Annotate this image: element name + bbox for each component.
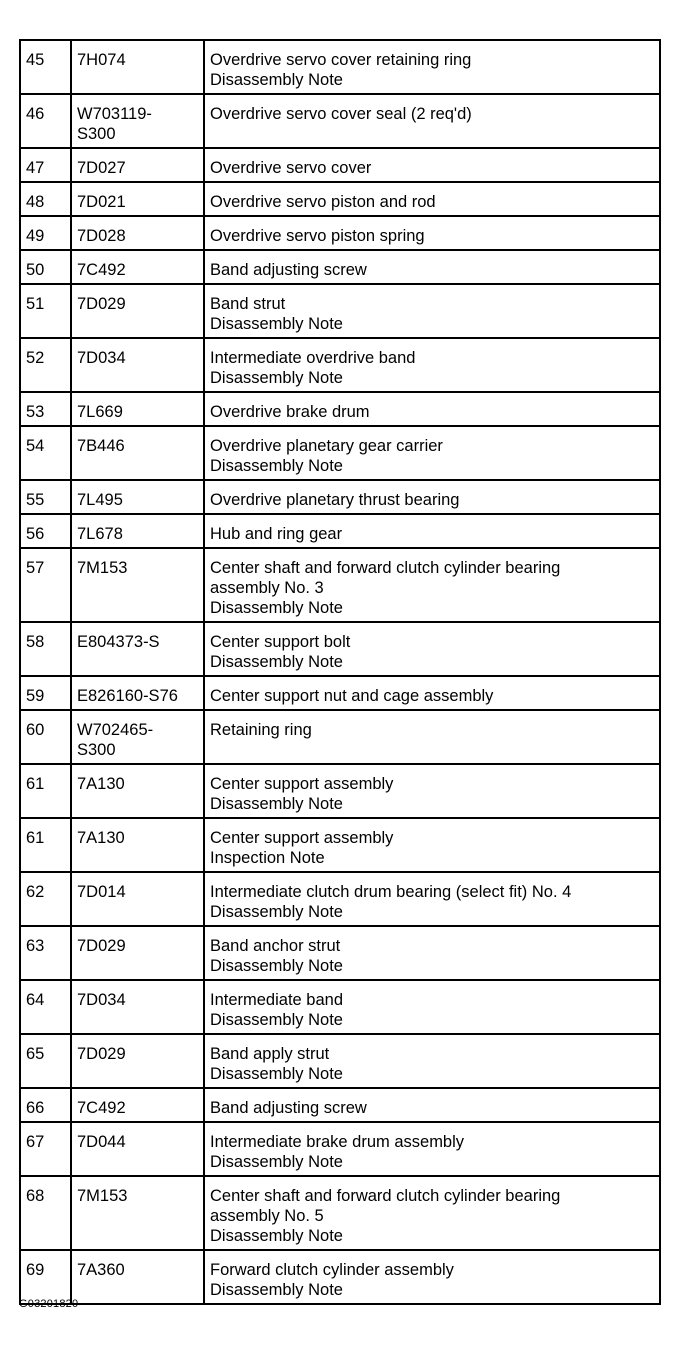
part-number-line: S300	[77, 741, 116, 759]
description-line: Overdrive servo cover	[210, 159, 372, 177]
part-number-line: 7D034	[77, 349, 126, 367]
part-number-line: 7M153	[77, 559, 128, 577]
part-number-line: 7A130	[77, 829, 125, 847]
description-line: Inspection Note	[210, 849, 325, 867]
part-number-line: 7A360	[77, 1261, 125, 1279]
part-number-line: 7D029	[77, 1045, 126, 1063]
description-cell	[204, 1176, 660, 1250]
description-line: Band anchor strut	[210, 937, 341, 955]
part-number-cell	[71, 480, 204, 514]
item-number-cell: 50	[20, 250, 71, 284]
part-number-line: 7C492	[77, 261, 126, 279]
description-cell	[204, 1088, 660, 1122]
description-cell	[204, 818, 660, 872]
table-row	[20, 182, 660, 216]
description-line: Disassembly Note	[210, 457, 343, 475]
description-line: Center shaft and forward clutch cylinder bearing	[210, 559, 561, 577]
item-number-cell: 54	[20, 426, 71, 480]
item-number-cell: 67	[20, 1122, 71, 1176]
description-line: Intermediate band	[210, 991, 344, 1009]
part-number-line: E804373-S	[77, 633, 160, 651]
description-line: Disassembly Note	[210, 903, 343, 921]
description-line: Overdrive servo cover seal (2 req'd)	[210, 105, 472, 123]
description-line: Band adjusting screw	[210, 1099, 367, 1117]
part-number-cell	[71, 426, 204, 480]
item-number-cell: 66	[20, 1088, 71, 1122]
table-row	[20, 548, 660, 622]
description-cell	[204, 426, 660, 480]
description-cell	[204, 1034, 660, 1088]
part-number-cell	[71, 216, 204, 250]
description-line: Center support bolt	[210, 633, 351, 651]
description-line: Disassembly Note	[210, 795, 343, 813]
part-number-cell	[71, 392, 204, 426]
part-number-line: 7D029	[77, 295, 126, 313]
part-number-cell	[71, 250, 204, 284]
table-row	[20, 926, 660, 980]
part-number-cell	[71, 148, 204, 182]
item-number-cell: 51	[20, 284, 71, 338]
table-row	[20, 622, 660, 676]
part-number-cell	[71, 818, 204, 872]
item-number-cell: 55	[20, 480, 71, 514]
description-cell	[204, 250, 660, 284]
description-cell	[204, 1250, 660, 1304]
table-row	[20, 1122, 660, 1176]
part-number-line: S300	[77, 125, 116, 143]
part-number-line: 7L678	[77, 525, 123, 543]
description-line: Disassembly Note	[210, 315, 343, 333]
part-number-cell	[71, 1122, 204, 1176]
description-cell	[204, 216, 660, 250]
part-number-line: 7D029	[77, 937, 126, 955]
table-row	[20, 710, 660, 764]
description-line: Disassembly Note	[210, 1281, 343, 1299]
description-line: Intermediate overdrive band	[210, 349, 416, 367]
description-line: Center support assembly	[210, 775, 394, 793]
description-cell	[204, 514, 660, 548]
description-cell	[204, 40, 660, 94]
part-number-line: 7C492	[77, 1099, 126, 1117]
item-number-cell: 56	[20, 514, 71, 548]
table-row	[20, 1250, 660, 1304]
item-number-cell: 69	[20, 1250, 71, 1304]
parts-table-body	[20, 40, 660, 1304]
description-cell	[204, 392, 660, 426]
item-number-cell: 49	[20, 216, 71, 250]
description-line: Overdrive servo cover retaining ring	[210, 51, 472, 69]
part-number-cell	[71, 284, 204, 338]
description-cell	[204, 926, 660, 980]
description-line: Intermediate clutch drum bearing (select fit) No. 4	[210, 883, 572, 901]
description-line: Disassembly Note	[210, 1065, 343, 1083]
description-cell	[204, 182, 660, 216]
item-number-cell: 61	[20, 818, 71, 872]
table-row	[20, 480, 660, 514]
part-number-cell	[71, 94, 204, 148]
part-number-cell	[71, 514, 204, 548]
part-number-line: 7A130	[77, 775, 125, 793]
description-line: Intermediate brake drum assembly	[210, 1133, 465, 1151]
part-number-line: 7D014	[77, 883, 126, 901]
table-row	[20, 338, 660, 392]
item-number-cell: 65	[20, 1034, 71, 1088]
part-number-cell	[71, 40, 204, 94]
description-line: Overdrive planetary thrust bearing	[210, 491, 460, 509]
table-row	[20, 980, 660, 1034]
description-cell	[204, 980, 660, 1034]
table-row	[20, 40, 660, 94]
part-number-line: 7D028	[77, 227, 126, 245]
table-row	[20, 1034, 660, 1088]
part-number-line: 7L669	[77, 403, 123, 421]
item-number-cell: 59	[20, 676, 71, 710]
description-cell	[204, 338, 660, 392]
part-number-cell	[71, 338, 204, 392]
table-row	[20, 676, 660, 710]
table-row	[20, 514, 660, 548]
item-number-cell: 47	[20, 148, 71, 182]
description-cell	[204, 676, 660, 710]
description-line: Band adjusting screw	[210, 261, 367, 279]
item-number-cell: 45	[20, 40, 71, 94]
description-line: Band strut	[210, 295, 286, 313]
table-row	[20, 1176, 660, 1250]
description-line: Center shaft and forward clutch cylinder bearing	[210, 1187, 561, 1205]
description-line: Overdrive servo piston and rod	[210, 193, 436, 211]
part-number-line: 7L495	[77, 491, 123, 509]
table-row	[20, 426, 660, 480]
table-row	[20, 872, 660, 926]
table-row	[20, 216, 660, 250]
part-number-cell	[71, 1250, 204, 1304]
item-number-cell: 58	[20, 622, 71, 676]
figure-id: G03201820	[19, 1298, 79, 1310]
description-line: assembly No. 3	[210, 579, 324, 597]
part-number-cell	[71, 548, 204, 622]
description-line: Disassembly Note	[210, 369, 343, 387]
item-number-cell: 53	[20, 392, 71, 426]
description-cell	[204, 710, 660, 764]
part-number-line: 7H074	[77, 51, 126, 69]
table-row	[20, 392, 660, 426]
description-line: Forward clutch cylinder assembly	[210, 1261, 454, 1279]
part-number-line: 7B446	[77, 437, 125, 455]
part-number-cell	[71, 622, 204, 676]
item-number-cell: 48	[20, 182, 71, 216]
description-cell	[204, 872, 660, 926]
part-number-line: W702465-	[77, 721, 154, 739]
part-number-line: W703119-	[77, 105, 152, 123]
item-number-cell: 68	[20, 1176, 71, 1250]
item-number-cell: 61	[20, 764, 71, 818]
description-line: Disassembly Note	[210, 599, 343, 617]
description-line: Overdrive brake drum	[210, 403, 370, 421]
description-cell	[204, 480, 660, 514]
table-row	[20, 148, 660, 182]
description-cell	[204, 622, 660, 676]
description-line: Center support assembly	[210, 829, 394, 847]
description-line: Hub and ring gear	[210, 525, 343, 543]
table-row	[20, 94, 660, 148]
description-line: Disassembly Note	[210, 1227, 343, 1245]
description-cell	[204, 94, 660, 148]
item-number-cell: 52	[20, 338, 71, 392]
table-row	[20, 284, 660, 338]
part-number-cell	[71, 182, 204, 216]
description-cell	[204, 1122, 660, 1176]
part-number-cell	[71, 1088, 204, 1122]
item-number-cell: 64	[20, 980, 71, 1034]
part-number-line: 7D044	[77, 1133, 126, 1151]
description-line: Retaining ring	[210, 721, 312, 739]
item-number-cell: 46	[20, 94, 71, 148]
description-line: Overdrive servo piston spring	[210, 227, 425, 245]
description-cell	[204, 764, 660, 818]
table-row	[20, 1088, 660, 1122]
part-number-cell	[71, 676, 204, 710]
description-line: Overdrive planetary gear carrier	[210, 437, 443, 455]
table-row	[20, 250, 660, 284]
item-number-cell: 57	[20, 548, 71, 622]
description-cell	[204, 284, 660, 338]
part-number-cell	[71, 710, 204, 764]
part-number-line: 7D021	[77, 193, 126, 211]
item-number-cell: 62	[20, 872, 71, 926]
description-line: assembly No. 5	[210, 1207, 324, 1225]
description-line: Disassembly Note	[210, 653, 343, 671]
part-number-cell	[71, 872, 204, 926]
description-cell	[204, 148, 660, 182]
description-line: Disassembly Note	[210, 957, 343, 975]
part-number-line: 7D027	[77, 159, 126, 177]
part-number-line: 7M153	[77, 1187, 128, 1205]
part-number-line: E826160-S76	[77, 687, 178, 705]
part-number-cell	[71, 764, 204, 818]
part-number-cell	[71, 980, 204, 1034]
part-number-line: 7D034	[77, 991, 126, 1009]
item-number-cell: 60	[20, 710, 71, 764]
item-number-cell: 63	[20, 926, 71, 980]
description-line: Disassembly Note	[210, 1153, 343, 1171]
part-number-cell	[71, 1176, 204, 1250]
description-line: Center support nut and cage assembly	[210, 687, 494, 705]
table-row	[20, 764, 660, 818]
part-number-cell	[71, 1034, 204, 1088]
description-line: Band apply strut	[210, 1045, 330, 1063]
description-cell	[204, 548, 660, 622]
part-number-cell	[71, 926, 204, 980]
parts-table	[19, 39, 661, 1305]
description-line: Disassembly Note	[210, 1011, 343, 1029]
description-line: Disassembly Note	[210, 71, 343, 89]
table-row	[20, 818, 660, 872]
